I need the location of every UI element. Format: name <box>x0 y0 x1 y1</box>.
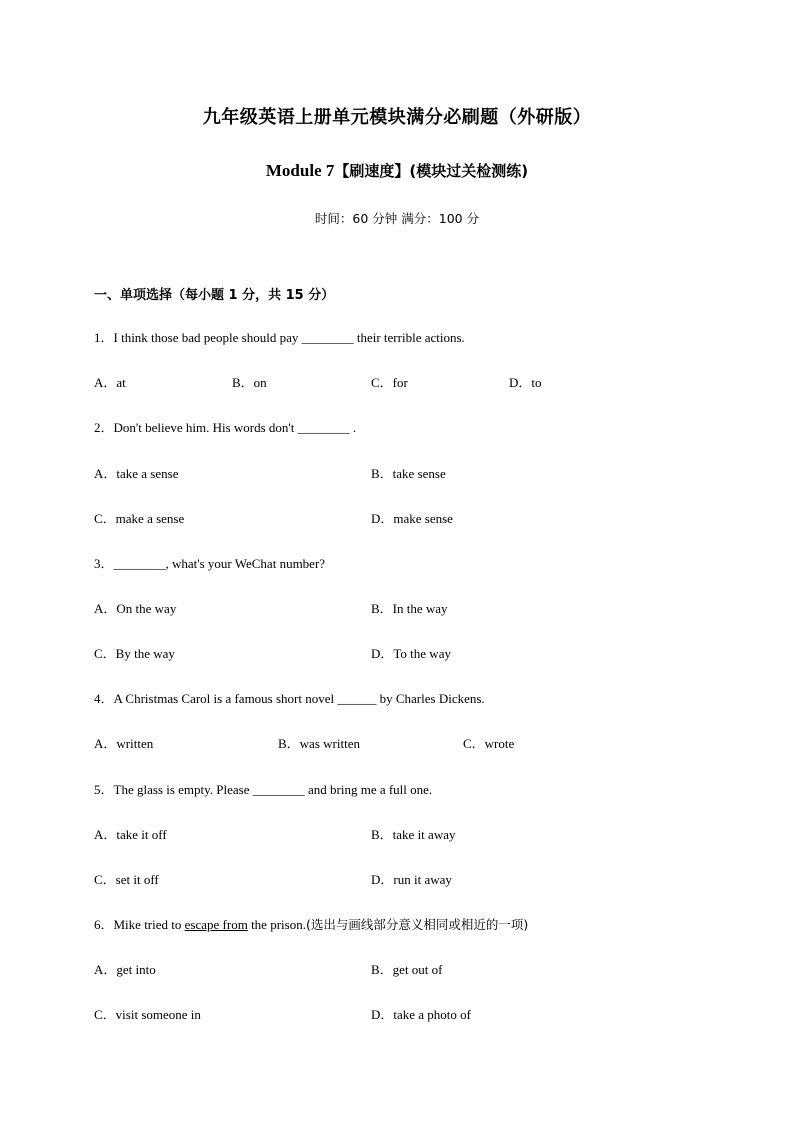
question-2-stem: 2．Don't believe him. His words don't ________ . <box>94 420 357 435</box>
section-heading: 一、单项选择（每小题 1 分，共 15 分） <box>94 288 335 303</box>
page-subtitle <box>0 160 794 181</box>
question-6-option-b: B．get out of <box>371 962 443 977</box>
question-1-stem: 1．I think those bad people should pay ________ their terrible actions. <box>94 330 465 345</box>
question-6-underlined-phrase: escape from <box>184 917 248 932</box>
question-3-option-c: C．By the way <box>94 646 175 661</box>
question-3-stem: 3．________, what's your WeChat number? <box>94 556 326 571</box>
question-6-option-a: A．get into <box>94 962 156 977</box>
question-6-option-c: C．visit someone in <box>94 1007 201 1022</box>
question-4-option-b: B．was written <box>278 736 360 751</box>
subtitle-rest: (模块过关检测练) <box>409 162 529 180</box>
question-6-option-d: D．take a photo of <box>371 1007 472 1022</box>
question-3-option-d: D．To the way <box>371 646 451 661</box>
question-5-option-b: B．take it away <box>371 827 456 842</box>
question-2-option-b: B．take sense <box>371 466 446 481</box>
question-2-option-c: C．make a sense <box>94 511 185 526</box>
question-5-option-d: D．run it away <box>371 872 452 887</box>
question-1-option-d: D．to <box>509 375 542 390</box>
question-2-option-d: D．make sense <box>371 511 453 526</box>
question-6-stem-end: the prison. <box>247 917 306 932</box>
question-1-option-c: C．for <box>371 375 408 390</box>
question-1-option-a: A．at <box>94 375 126 390</box>
question-3-option-b: B．In the way <box>371 601 448 616</box>
question-4-stem: 4．A Christmas Carol is a famous short novel ______ by Charles Dickens. <box>94 691 485 706</box>
page-title: 九年级英语上册单元模块满分必刷题（外研版） <box>202 107 592 128</box>
module-label: Module 7 <box>265 161 335 180</box>
question-2-option-a: A．take a sense <box>94 466 179 481</box>
question-6-stem-start: 6．Mike tried to <box>94 917 185 932</box>
question-5-option-a: A．take it off <box>94 827 167 842</box>
question-4-option-c: C．wrote <box>463 736 515 751</box>
question-5-stem: 5．The glass is empty. Please ________ and bring me a full one. <box>94 782 433 797</box>
question-6-instruction: (选出与画线部分意义相同或相近的一项) <box>305 917 529 932</box>
question-5-option-c: C．set it off <box>94 872 159 887</box>
question-4-option-a: A．written <box>94 736 154 751</box>
question-3-option-a: A．On the way <box>94 601 177 616</box>
exam-meta: 时间：60 分钟 满分：100 分 <box>314 211 480 226</box>
question-1-option-b: B．on <box>232 375 267 390</box>
question-6-stem <box>94 914 528 933</box>
subtitle-bracket: 【刷速度】 <box>334 162 410 180</box>
